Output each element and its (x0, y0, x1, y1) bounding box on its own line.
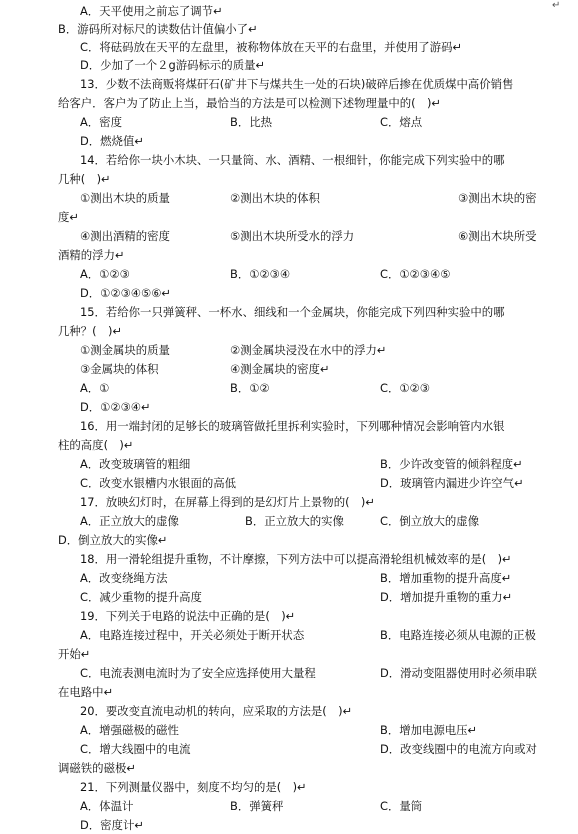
paragraph-mark: ↵ (552, 0, 561, 11)
text-line: A．增强磁极的磁性 (80, 723, 179, 737)
text-line: B．①②③④ (230, 267, 291, 281)
text-line: 18．用一滑轮组提升重物，不计摩擦，下列方法中可以提高滑轮组机械效率的是( )↵ (80, 552, 512, 566)
text-line: D．玻璃管内漏进少许空气↵ (380, 476, 524, 490)
text-line: B．弹簧秤 (230, 799, 284, 813)
text-line: 开始↵ (58, 647, 91, 661)
text-line: C．将砝码放在天平的左盘里，被称物体放在天平的右盘里，并使用了游码↵ (80, 40, 462, 54)
text-line: ③测出木块的密 (458, 191, 537, 205)
text-line: 20．要改变直流电动机的转向，应采取的方法是( )↵ (80, 704, 353, 718)
text-line: C．量筒 (380, 799, 423, 813)
text-line: C．电流表测电流时为了安全应选择使用大量程 (80, 666, 316, 680)
text-line: A．电路连接过程中，开关必须处于断开状态 (80, 628, 305, 642)
text-line: C．倒立放大的虚像 (380, 514, 480, 528)
text-line: ④测金属块的密度↵ (230, 362, 330, 376)
text-line: D．改变线圈中的电流方向或对 (380, 742, 537, 756)
text-line: B．游码所对标尺的读数估计值偏小了↵ (58, 22, 258, 36)
text-line: A．①②③ (80, 267, 130, 281)
text-line: D．少加了一个２g游码标示的质量↵ (80, 58, 266, 72)
text-line: 在电路中↵ (58, 685, 114, 699)
text-line: 19．下列关于电路的说法中正确的是( )↵ (80, 609, 296, 623)
text-line: 几种？( )↵ (58, 324, 122, 338)
text-line: A．体温计 (80, 799, 134, 813)
text-line: A．改变绕绳方法 (80, 571, 168, 585)
text-line: ①测出木块的质量 (80, 191, 170, 205)
text-line: ①测金属块的质量 (80, 343, 170, 357)
text-line: ②测金属块浸没在水中的浮力↵ (230, 343, 387, 357)
text-line: 度↵ (58, 210, 79, 224)
text-line: 16．用一端封闭的足够长的玻璃管做托里拆利实验时，下列哪种情况会影响管内水银 (80, 419, 505, 433)
text-line: B．①② (230, 381, 270, 395)
text-line: 几种( )↵ (58, 172, 111, 186)
text-line: ③金属块的体积 (80, 362, 159, 376)
text-line: B．增加电源电压↵ (380, 723, 478, 737)
text-line: 柱的高度( )↵ (58, 438, 134, 452)
text-line: C．改变水银槽内水银面的高低 (80, 476, 237, 490)
text-line: 14．若给你一块小木块、一只量筒、水、酒精、一根细针，你能完成下列实验中的哪 (80, 153, 505, 167)
text-line: B．电路连接必须从电源的正极 (380, 628, 536, 642)
text-line: D．滑动变阻器使用时必须串联 (380, 666, 537, 680)
text-line: ⑥测出木块所受 (458, 229, 537, 243)
text-line: 21．下列测量仪器中，刻度不均匀的是( )↵ (80, 780, 307, 794)
text-line: D．密度计↵ (80, 818, 144, 832)
text-line: 15．若给你一只弹簧秤、一杯水、细线和一个金属块，你能完成下列四种实验中的哪 (80, 305, 505, 319)
text-line: A．密度 (80, 115, 122, 129)
text-line: B．增加重物的提升高度↵ (380, 571, 512, 585)
text-line: B．比热 (230, 115, 272, 129)
text-line: 调磁铁的磁极↵ (58, 761, 136, 775)
text-line: A．① (80, 381, 110, 395)
text-line: C．①②③④⑤ (380, 267, 451, 281)
text-line: D．燃烧值↵ (80, 134, 144, 148)
text-line: B．少许改变管的倾斜程度↵ (380, 457, 523, 471)
text-line: A．正立放大的虚像 (80, 514, 179, 528)
text-line: A．改变玻璃管的粗细 (80, 457, 191, 471)
text-line: 17．放映幻灯时，在屏幕上得到的是幻灯片上景物的( )↵ (80, 495, 375, 509)
text-line: C．增大线圈中的电流 (80, 742, 191, 756)
text-line: D．①②③④⑤⑥↵ (80, 286, 171, 300)
text-line: ②测出木块的体积 (230, 191, 320, 205)
text-line: 13．少数不法商贩将煤矸石(矿井下与煤共生一处的石块)破碎后掺在优质煤中高价销售 (80, 77, 514, 91)
text-line: 酒精的浮力↵ (58, 248, 125, 262)
text-line: D．倒立放大的实像↵ (58, 533, 168, 547)
text-line: C．熔点 (380, 115, 423, 129)
text-line: C．①②③ (380, 381, 430, 395)
text-line: ④测出酒精的密度 (80, 229, 170, 243)
text-line: B．正立放大的实像 (245, 514, 344, 528)
text-line: D．增加提升重物的重力↵ (380, 590, 513, 604)
text-line: D．①②③④↵ (80, 400, 151, 414)
text-line: 给客户．客户为了防止上当，最恰当的方法是可以检测下述物理量中的( )↵ (58, 96, 441, 110)
text-line: ⑤测出木块所受水的浮力 (230, 229, 355, 243)
text-line: A．天平使用之前忘了调节↵ (80, 4, 223, 18)
text-line: C．减少重物的提升高度 (80, 590, 202, 604)
